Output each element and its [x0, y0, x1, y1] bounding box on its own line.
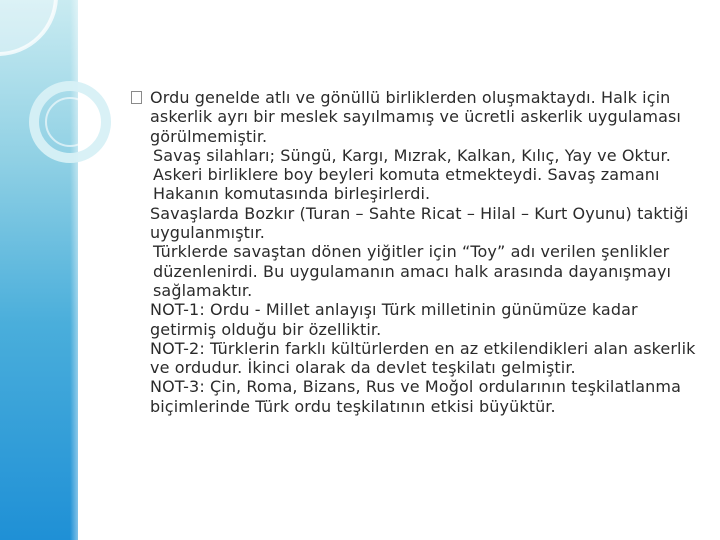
note-1: NOT-1: Ordu - Millet anlayışı Türk milletinin günümüze kadar getirmiş olduğu bir özelliktir. — [150, 300, 638, 339]
square-bullet-icon — [131, 91, 142, 104]
paragraph-4: Savaşlarda Bozkır (Turan – Sahte Ricat – Hilal – Kurt Oyunu) taktiği uygulanmıştır. — [150, 203, 689, 243]
left-band-highlight — [70, 0, 80, 540]
paragraph-1: Ordu genelde atlı ve gönüllü birliklerden oluşmaktaydı. Halk için askerlik ayrı bir meslek sayılmamış ve ücretli askerlik uygulaması görülmemiştir. — [150, 88, 681, 146]
paragraph-3: Askeri birliklere boy beyleri komuta etmekteydi. Savaş zamanı Hakanın komutasında birleşirlerdi. — [153, 165, 660, 204]
paragraph-2: Savaş silahları; Süngü, Kargı, Mızrak, Kalkan, Kılıç, Yay ve Oktur. — [153, 145, 671, 165]
bullet-list-item — [131, 88, 701, 416]
note-2: NOT-2: Türklerin farklı kültürlerden en az etkilendikleri alan askerlik ve ordudur. İkinci olarak da devlet teşkilatı gelmiştir. — [150, 338, 696, 378]
note-3: NOT-3: Çin, Roma, Bizans, Rus ve Moğol ordularının teşkilatlanma biçimlerinde Türk ordu teşkilatının etkisi büyüktür. — [150, 377, 682, 416]
left-decorative-band — [0, 0, 78, 540]
body-text — [131, 88, 701, 416]
paragraph-5: Türklerde savaştan dönen yiğitler için “Toy” adı verilen şenlikler düzenlenirdi. Bu uygulamanın amacı halk arasında dayanışmayı sağlamaktır. — [153, 242, 672, 300]
